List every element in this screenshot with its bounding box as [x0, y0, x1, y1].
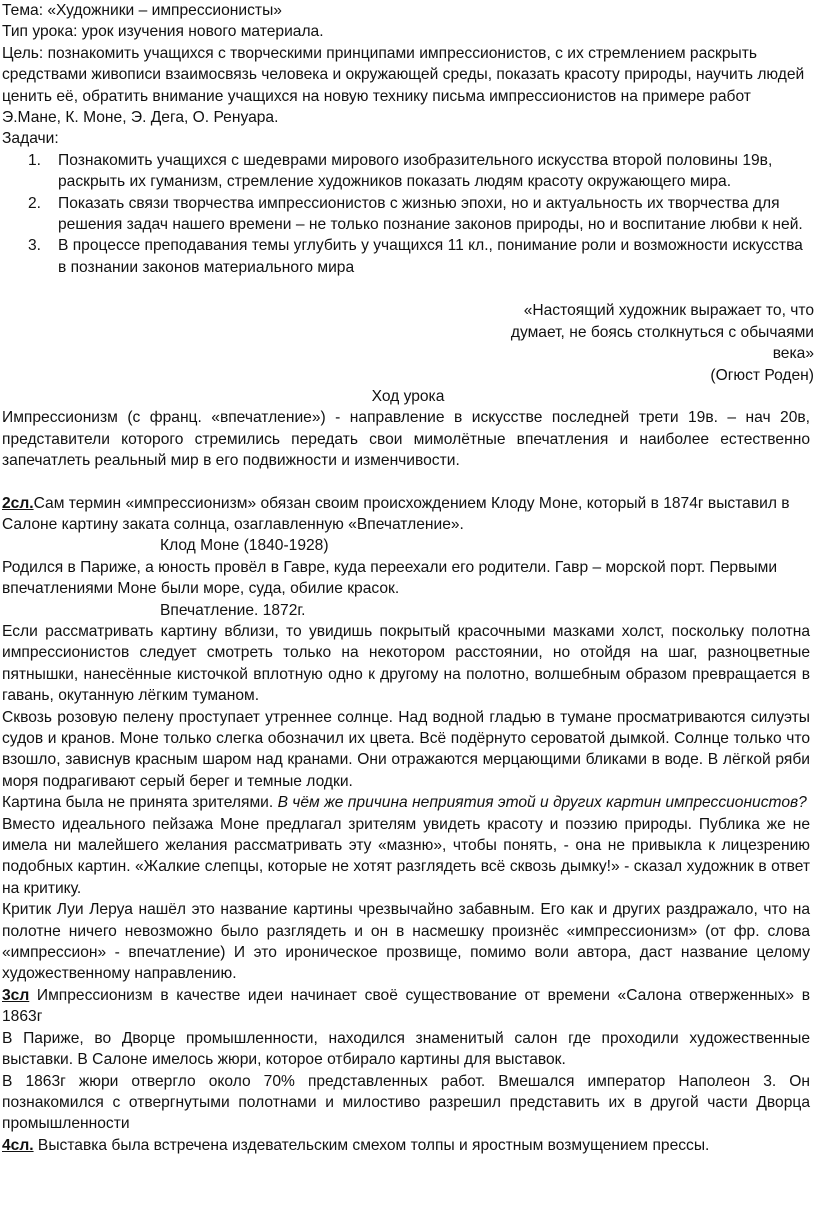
reception-text: Картина была не принята зрителями. [2, 794, 278, 812]
critic-paragraph: Критик Луи Леруа нашёл это название картины чрезвычайно забавным. Его как и других раздражало, что на полотне ничего невозможно было разглядеть и он в насмешку произнёс «импрессионизм» (от фр. слова «импрессион» - впечатление) И это ироническое прозвище, помимо воли автора, даст название целому художественному направлению. [2, 901, 810, 983]
list-item-text: Познакомить учащихся с шедеврами мирового изобразительного искусства второй половины 19в, раскрыть их гуманизм, стремление художников показать людям красоту окружающего мира. [58, 151, 773, 191]
lesson-type-line: Тип урока: урок изучения нового материала. [2, 23, 324, 41]
list-number: 2. [28, 194, 42, 212]
epigraph-author: (Огюст Роден) [710, 366, 814, 384]
topic-line: Тема: «Художники – импрессионисты» [2, 2, 282, 19]
epigraph-line: «Настоящий художник выражает то, что [523, 302, 814, 320]
painting-heading: Впечатление. 1872г. [160, 601, 306, 619]
slide-4-label: 4сл. [2, 1136, 34, 1154]
slide-3-paragraph [0, 985, 810, 1028]
list-item [0, 150, 806, 193]
salon-paragraph: В Париже, во Дворце промышленности, находился знаменитый салон где проходили художественные выставки. В Салоне имелось жюри, которое отбирало картины для выставок. [2, 1029, 810, 1069]
goal-paragraph: Цель: познакомить учащихся с творческими принципами импрессионистов, с их стремлением раскрыть средствами живописи взаимосвязь человека и окружающей среды, показать красоту природы, научить людей ценить её, обратить внимание учащихся на новую технику письма импрессионистов на примере работ Э.Мане, К. Моне, Э. Дега, О. Ренуара. [2, 44, 805, 127]
tasks-list [0, 150, 816, 278]
epigraph-line: века» [772, 345, 814, 363]
slide-4-paragraph [0, 1135, 810, 1156]
slide-3-label: 3сл [2, 986, 30, 1004]
reception-question: В чём же причина неприятия этой и других картин импрессионистов? [277, 794, 807, 812]
reception-paragraph [0, 792, 810, 813]
tasks-label: Задачи: [2, 130, 59, 148]
slide-3-text: Импрессионизм в качестве идеи начинает своё существование от времени «Салона отверженных» в 1863г [2, 986, 810, 1026]
monet-bio: Родился в Париже, а юность провёл в Гавре, куда переехали его родители. Гавр – морской порт. Первыми впечатлениями Моне были море, суда, обилие красок. [2, 558, 778, 598]
list-item-text: В процессе преподавания темы углубить у учащихся 11 кл., понимание роли и возможности искусства в познании законов материального мира [58, 237, 803, 276]
lesson-heading: Ход урока [371, 387, 445, 405]
epigraph [0, 300, 816, 386]
slide-2-text: Сам термин «импрессионизм» обязан своим происхождением Клоду Моне, который в 1874г выставил в Салоне картину заката солнца, озаглавленную «Впечатление». [2, 494, 790, 533]
list-item [0, 235, 806, 278]
epigraph-line: думает, не боясь столкнуться с обычаями [510, 323, 814, 341]
intro-paragraph: Импрессионизм (с франц. «впечатление») - направление в искусстве последней трети 19в. – нач 20в, представители которого стремились передать свои мимолётные впечатления и наиболее естественно запечатлеть реальный мир в его подвижности и изменчивости. [2, 409, 810, 470]
spacer [0, 472, 816, 493]
list-item-text: Показать связи творчества импрессионистов с жизнью эпохи, но и актуальность их творчества для решения задач нашего времени – не только познание законов природы, но и воспитание любви к ней. [58, 194, 803, 234]
painting-paragraph-1: Если рассматривать картину вблизи, то увидишь покрытый красочными мазками холст, поскольку полотна импрессионистов следует смотреть только на некотором расстоянии, но отойдя на шаг, разноцветные пятнышки, нанесённые кисточкой вплотную одно к другому на полотно, волшебным образом превращается в гавань, окутанную лёгким туманом. [2, 622, 810, 705]
slide-4-text: Выставка была встречена издевательским смехом толпы и яростным возмущением прессы. [33, 1136, 710, 1154]
painting-paragraph-2: Сквозь розовую пелену проступает утреннее солнце. Над водной гладью в тумане просматриваются силуэты судов и кранов. Моне только слегка обозначил их цвета. Всё подёрнуто сероватой дымкой. Солнце только что взошло, зависнув красным шаром над кранами. Они отражаются мерцающими бликами в воде. В лёгкой ряби моря подрагивают серый берег и темные лодки. [2, 708, 810, 790]
list-number: 3. [28, 237, 42, 255]
monet-offer-paragraph: Вместо идеального пейзажа Моне предлагал зрителям увидеть красоту и поэзию природы. Публика же не имела ни малейшего желания рассматривать эту «мазню», чтобы понять, - она не привыкла к лицезрению подобных картин. «Жалкие слепцы, которые не хотят разглядеть всё сквозь дымку!» - сказал художник в ответ на критику. [2, 815, 810, 897]
slide-2-paragraph [0, 493, 810, 536]
slide-2-label: 2сл. [2, 494, 34, 512]
monet-heading: Клод Моне (1840-1928) [160, 537, 329, 555]
year-1863-paragraph: В 1863г жюри отвергло около 70% представленных работ. Вмешался император Наполеон 3. Он познакомился с отвергнутыми полотнами и милостиво разрешил представить их в другой части Дворца промышленности [2, 1072, 810, 1133]
list-item [0, 193, 806, 236]
list-number: 1. [28, 151, 42, 169]
